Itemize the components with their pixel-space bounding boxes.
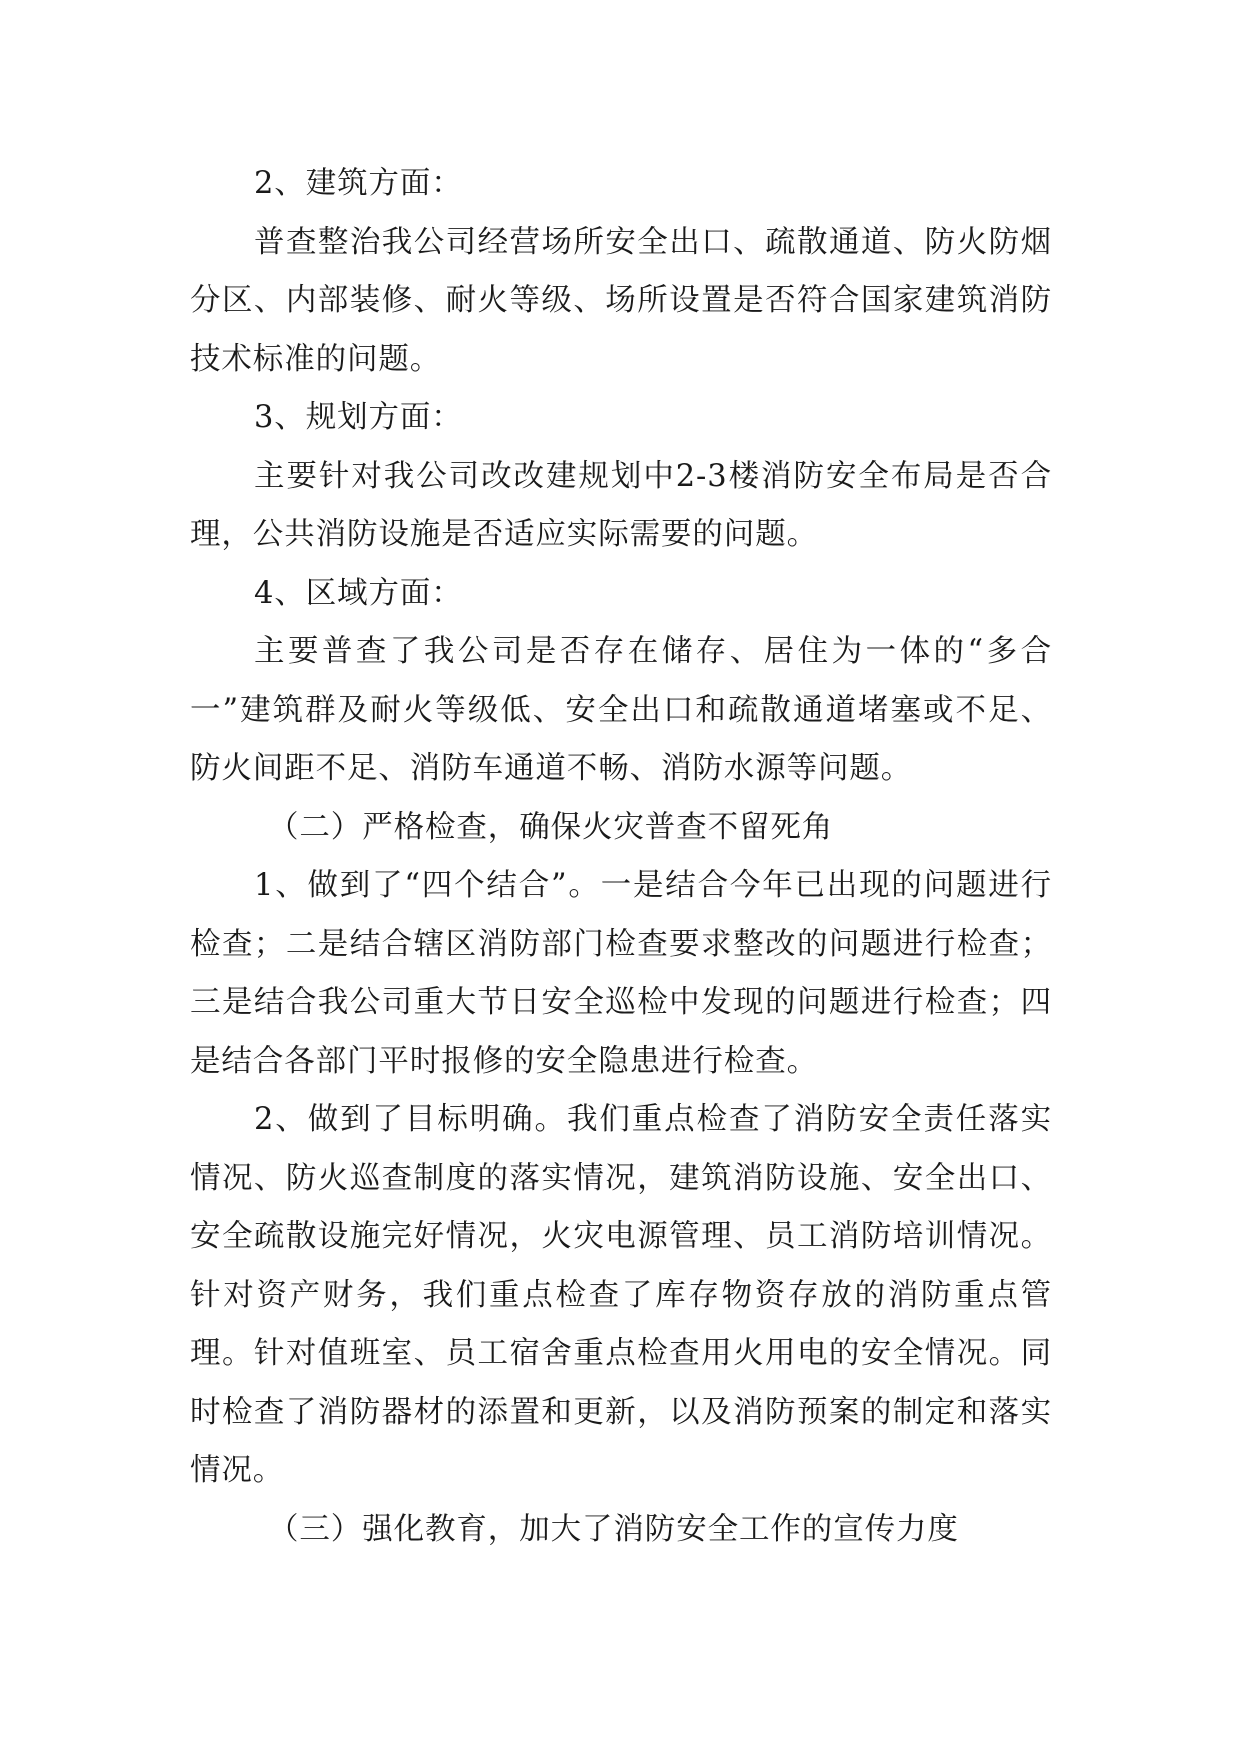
document-body — [190, 155, 1052, 1559]
section-heading-inspection: （二）严格检查，确保火灾普查不留死角 — [268, 809, 834, 845]
heading-planning: 3、规划方面： — [254, 400, 463, 435]
heading-building: 2、建筑方面： — [254, 166, 463, 201]
paragraph-region-details: 主要普查了我公司是否存在储存、居住为一体的“多合一”建筑群及耐火等级低、安全出口和疏散通道堵塞或不足、防火间距不足、消防车通道不畅、消防水源等问题。 — [190, 634, 1052, 786]
paragraph-clear-targets: 2、做到了目标明确。我们重点检查了消防安全责任落实情况、防火巡查制度的落实情况，建筑消防设施、安全出口、安全疏散设施完好情况，火灾电源管理、员工消防培训情况。针对资产财务，我们重点检查了库存物资存放的消防重点管理。针对值班室、员工宿舍重点检查用火用电的安全情况。同时检查了消防器材的添置和更新，以及消防预案的制定和落实情况。 — [190, 1102, 1052, 1488]
paragraph-planning-details: 主要针对我公司改改建规划中2-3楼消防安全布局是否合理，公共消防设施是否适应实际需要的问题。 — [190, 458, 1052, 552]
paragraph-four-combinations: 1、做到了“四个结合”。一是结合今年已出现的问题进行检查；二是结合辖区消防部门检查要求整改的问题进行检查；三是结合我公司重大节日安全巡检中发现的问题进行检查；四是结合各部门平时报修的安全隐患进行检查。 — [190, 868, 1052, 1079]
heading-region: 4、区域方面： — [254, 575, 463, 611]
section-heading-education: （三）强化教育，加大了消防安全工作的宣传力度 — [268, 1511, 959, 1547]
paragraph-building-details: 普查整治我公司经营场所安全出口、疏散通道、防火防烟分区、内部装修、耐火等级、场所设置是否符合国家建筑消防技术标准的问题。 — [190, 224, 1052, 377]
